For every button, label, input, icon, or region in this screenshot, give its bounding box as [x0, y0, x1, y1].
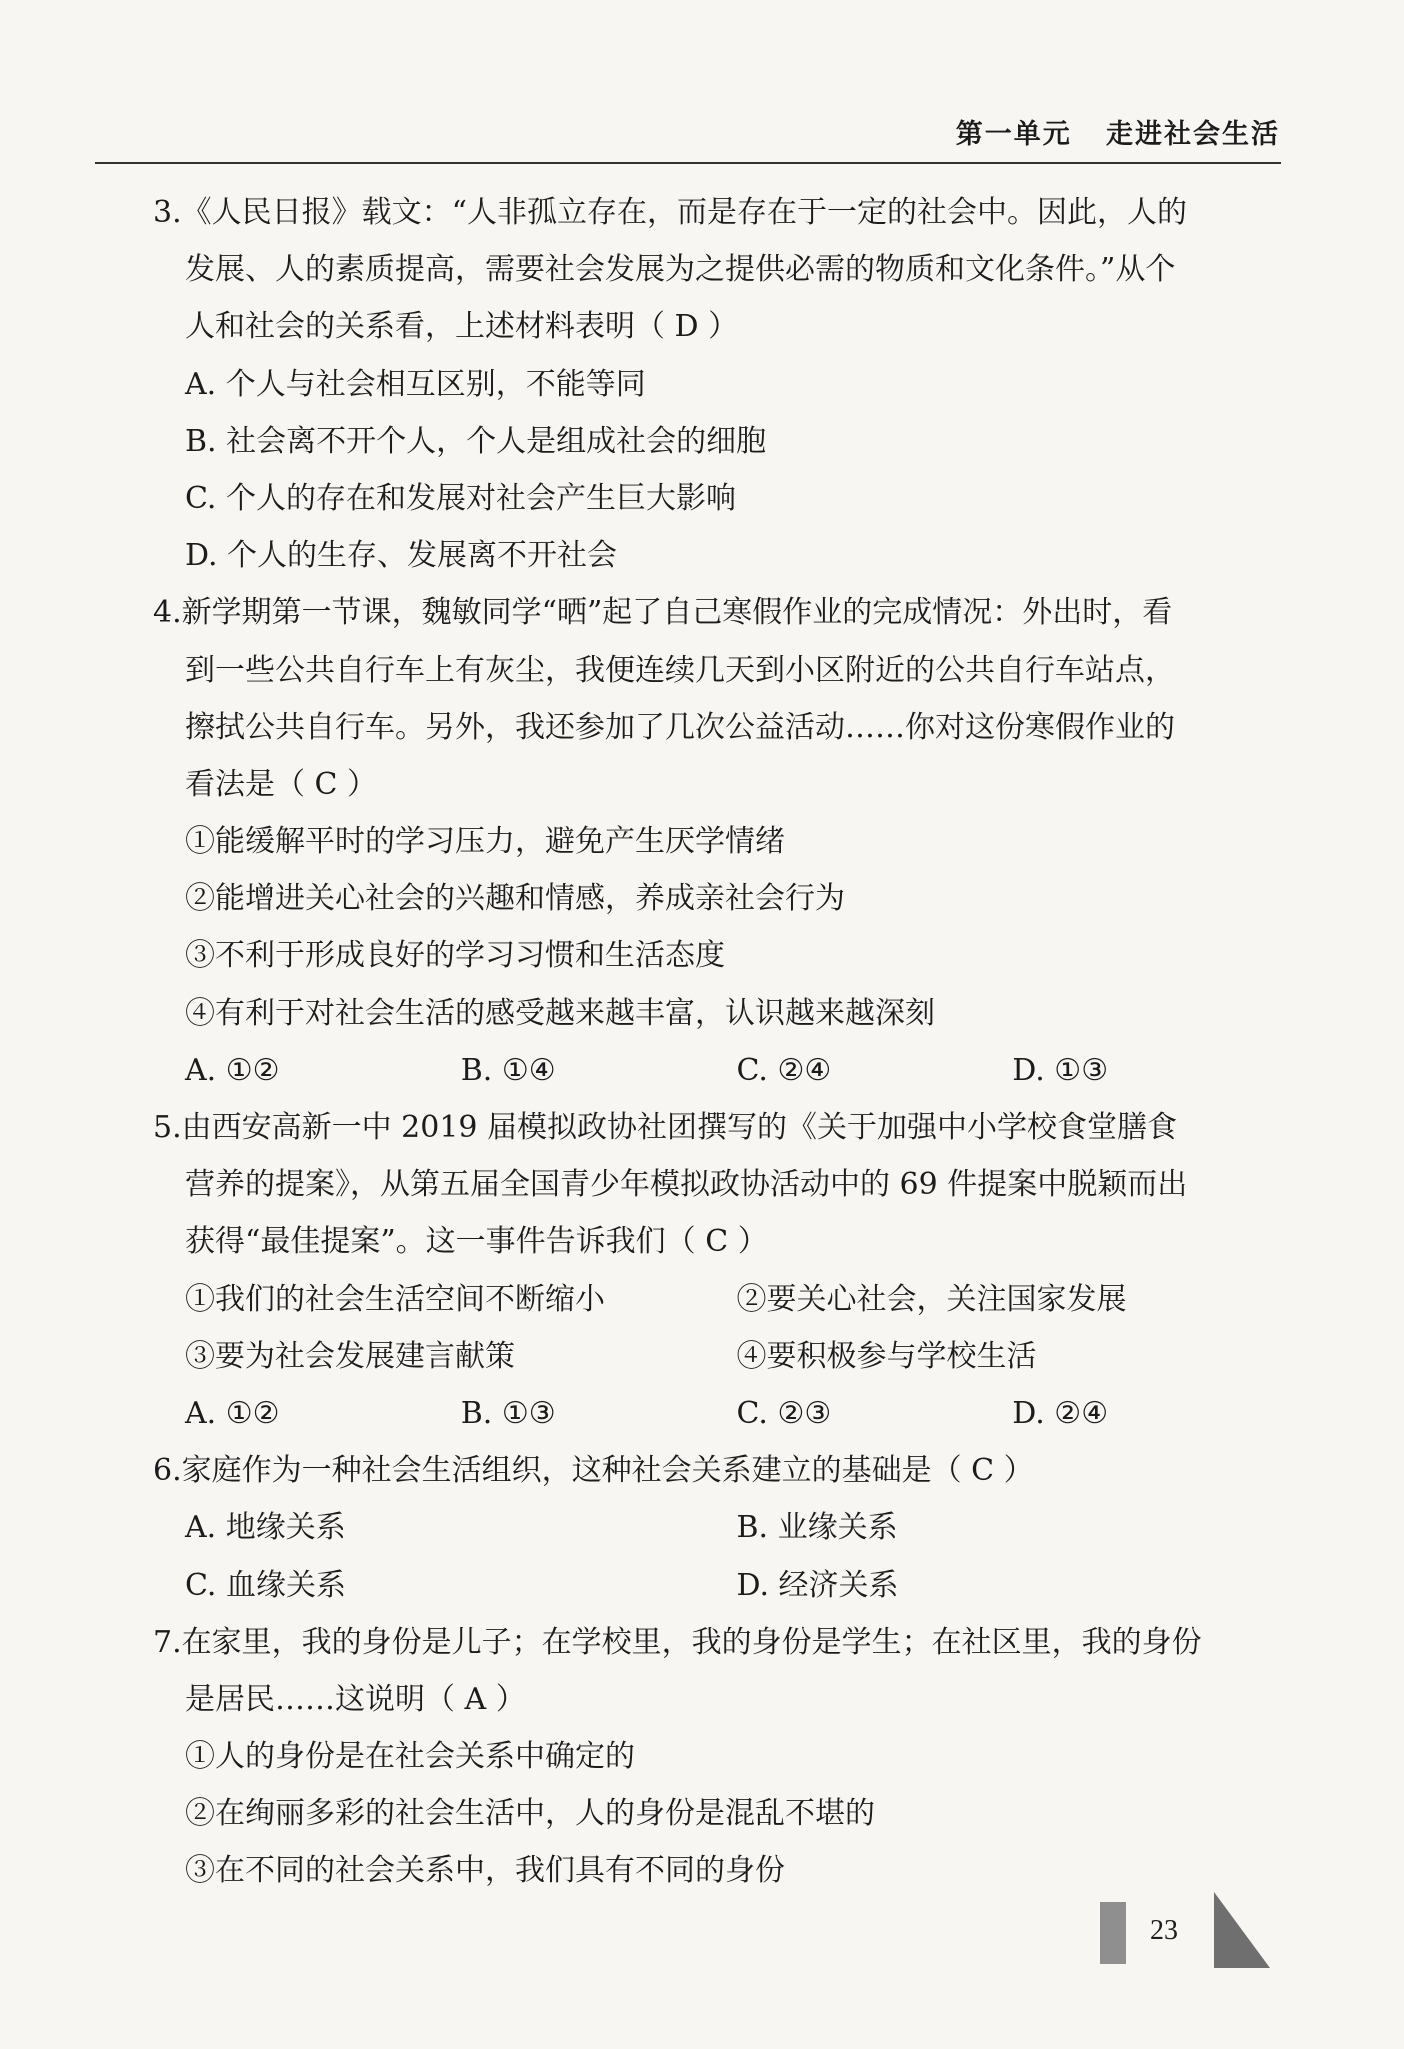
statement: ②在绚丽多彩的社会生活中，人的身份是混乱不堪的 [185, 1796, 875, 1832]
option: A. 地缘关系 [185, 1510, 346, 1546]
statement-row [153, 1328, 1288, 1385]
question-text: 获得“最佳提案”。这一事件告诉我们（ C ） [185, 1224, 768, 1260]
statement: ④要积极参与学校生活 [736, 1338, 1037, 1374]
question-text: 人和社会的关系看，上述材料表明（ D ） [185, 309, 739, 345]
option-row [153, 1385, 1288, 1442]
running-header [0, 112, 1280, 151]
question-6 [153, 1442, 1288, 1614]
page-number: 23 [1150, 1915, 1178, 1946]
footer-bar [1100, 1902, 1126, 1964]
question-text: 擦拭公共自行车。另外，我还参加了几次公益活动……你对这份寒假作业的 [185, 709, 1175, 745]
statement: ②要关心社会，关注国家发展 [736, 1281, 1127, 1317]
statement: ③在不同的社会关系中，我们具有不同的身份 [185, 1853, 785, 1889]
header-title: 走进社会生活 [1106, 119, 1280, 150]
option: B. 业缘关系 [736, 1510, 898, 1546]
question-text: 3.《人民日报》载文：“人非孤立存在，而是存在于一定的社会中。因此，人的 [153, 195, 1187, 230]
option: D. 经济关系 [736, 1567, 899, 1603]
option-row [153, 1042, 1288, 1099]
question-text: 到一些公共自行车上有灰尘，我便连续几天到小区附近的公共自行车站点， [185, 652, 1175, 688]
statement: ①我们的社会生活空间不断缩小 [185, 1281, 605, 1317]
option: B. 社会离不开个人，个人是组成社会的细胞 [185, 423, 767, 459]
option: B. ①④ [460, 1052, 556, 1088]
question-text: 7.在家里，我的身份是儿子；在学校里，我的身份是学生；在社区里，我的身份 [153, 1624, 1202, 1660]
statement: ①能缓解平时的学习压力，避免产生厌学情绪 [185, 824, 785, 860]
statement: ③要为社会发展建言献策 [185, 1338, 515, 1374]
option: B. ①③ [460, 1395, 556, 1431]
option: D. ①③ [1012, 1052, 1109, 1088]
question-7 [153, 1614, 1288, 1900]
option: C. 个人的存在和发展对社会产生巨大影响 [185, 480, 736, 516]
statement: ③不利于形成良好的学习习惯和生活态度 [185, 938, 725, 974]
question-text: 6.家庭作为一种社会生活组织，这种社会关系建立的基础是（ C ） [153, 1453, 1034, 1489]
option: D. ②④ [1012, 1395, 1109, 1431]
questions [153, 184, 1288, 1900]
question-text: 4.新学期第一节课，魏敏同学“晒”起了自己寒假作业的完成情况：外出时，看 [153, 595, 1173, 631]
option: D. 个人的生存、发展离不开社会 [185, 538, 618, 574]
header-unit: 第一单元 [955, 119, 1072, 150]
option: A. ①② [185, 1052, 280, 1088]
question-text: 发展、人的素质提高，需要社会发展为之提供必需的物质和文化条件。”从个 [185, 252, 1176, 288]
question-text: 营养的提案》，从第五届全国青少年模拟政协活动中的 69 件提案中脱颖而出 [185, 1167, 1188, 1203]
option-row [153, 1557, 1288, 1614]
question-text: 看法是（ C ） [185, 766, 378, 802]
option-row [153, 1499, 1288, 1556]
option: A. 个人与社会相互区别，不能等同 [185, 366, 646, 402]
question-3 [153, 184, 1288, 584]
statement-row [153, 1271, 1288, 1328]
question-5 [153, 1099, 1288, 1442]
corner-triangle-icon [1212, 1890, 1272, 1970]
statement: ①人的身份是在社会关系中确定的 [185, 1739, 635, 1775]
statement: ④有利于对社会生活的感受越来越丰富，认识越来越深刻 [185, 995, 935, 1031]
question-text: 是居民……这说明（ A ） [185, 1681, 526, 1717]
option: C. 血缘关系 [185, 1567, 346, 1603]
question-text: 5.由西安高新一中 2019 届模拟政协社团撰写的《关于加强中小学校食堂膳食 [153, 1110, 1178, 1145]
option: C. ②④ [736, 1052, 832, 1088]
question-4 [153, 584, 1288, 1099]
option: A. ①② [185, 1395, 280, 1431]
header-rule [95, 162, 1281, 164]
option: C. ②③ [736, 1395, 832, 1431]
statement: ②能增进关心社会的兴趣和情感，养成亲社会行为 [185, 881, 845, 917]
